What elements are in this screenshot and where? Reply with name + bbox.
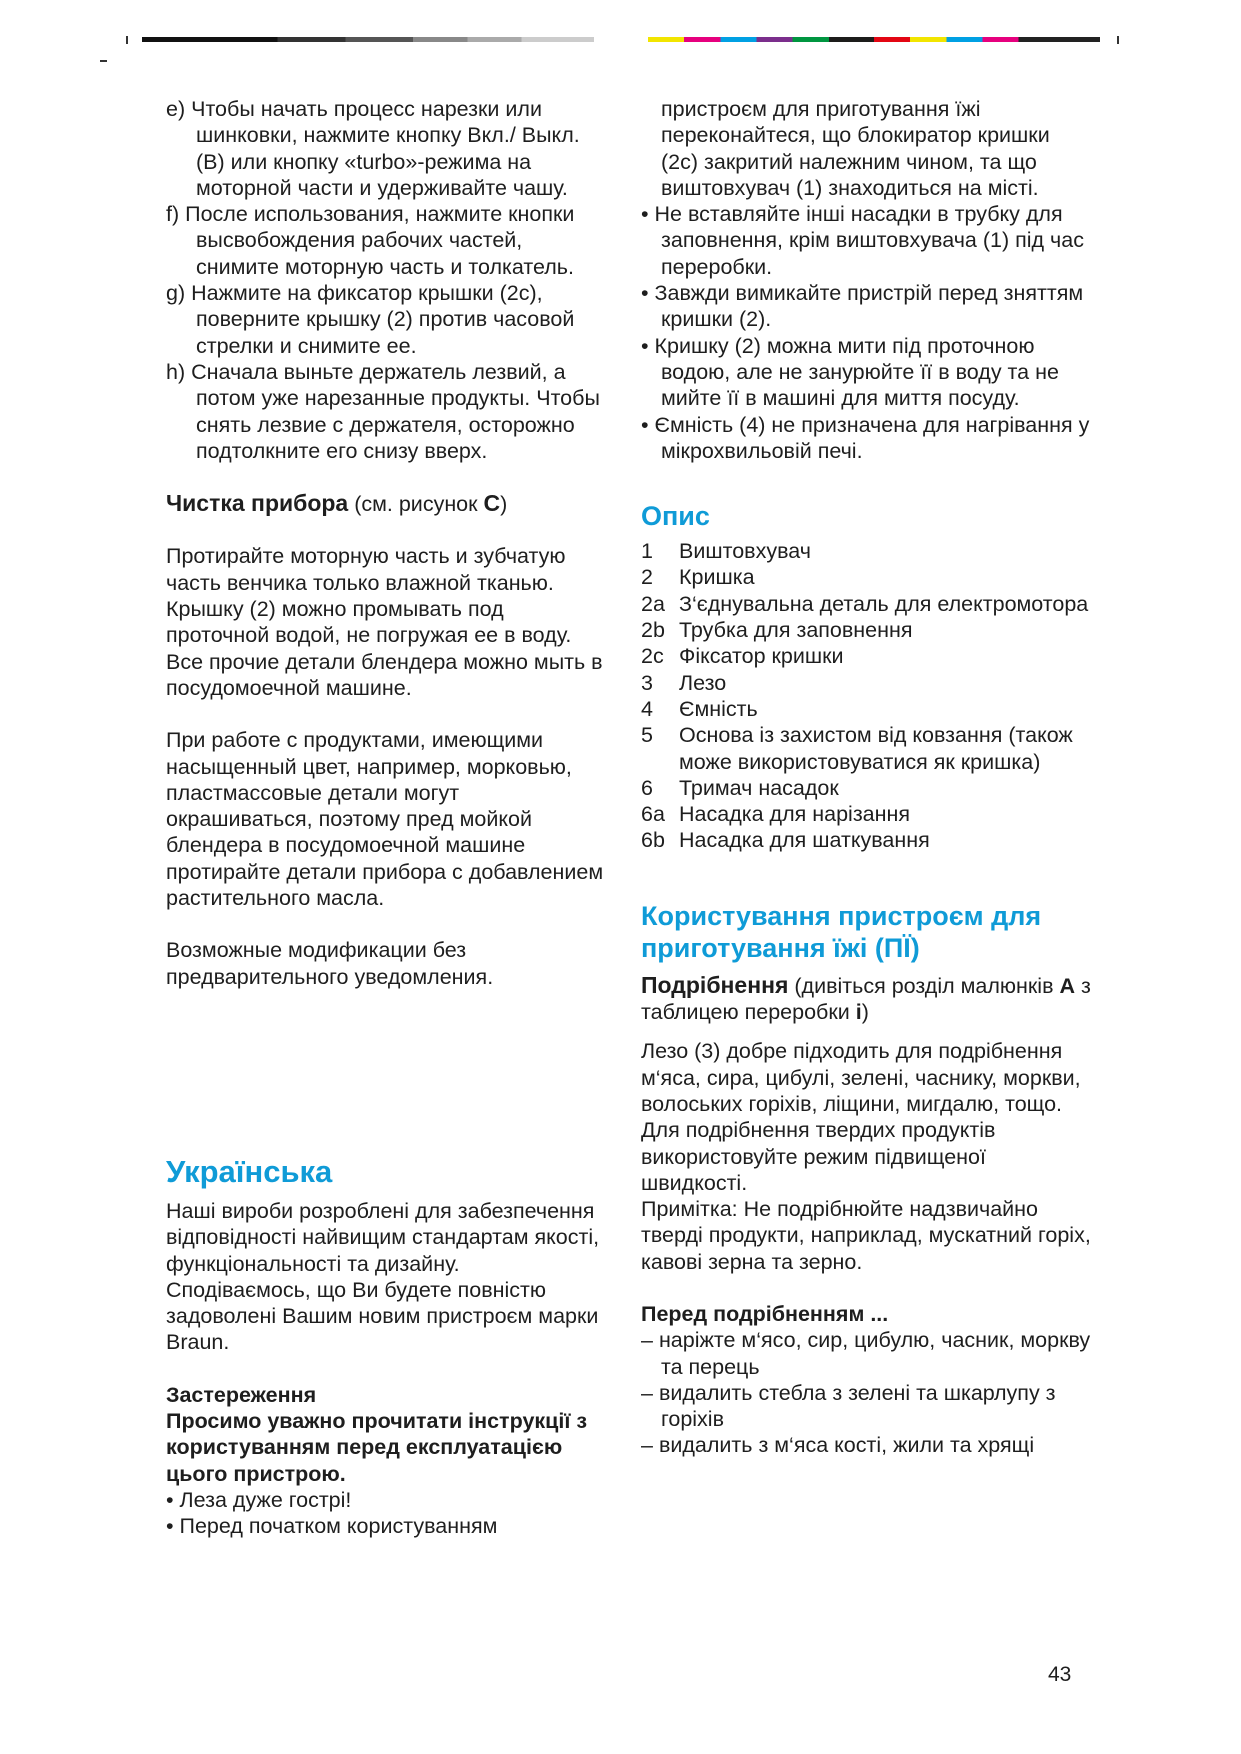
warning-bullet-5: • Кришку (2) можна мити під проточною водою, але не занурюйте її в воду та не мийте її в машині для миття посуду.: [641, 333, 1059, 411]
before-chopping-heading: Перед подрібненням ...: [641, 1301, 889, 1326]
list-item: 6a Насадка для нарізання: [641, 802, 911, 827]
step-h: h) Сначала выньте держатель лезвий, а потом уже нарезанные продукты. Чтобы снять лезвие с держателя, осторожно подтолкните его снизу вверх.: [166, 359, 600, 463]
margin-mark: [100, 60, 107, 62]
list-item: 5 Основа із захистом від ковзання (також може використовуватися як кришка): [641, 723, 1073, 774]
cleaning-heading: Чистка прибора (см. рисунок C): [166, 490, 508, 517]
crop-mark-left: [126, 36, 128, 44]
warning-bullet-2: • Перед початком користуванням: [166, 1514, 498, 1539]
cleaning-para-2: При работе с продуктами, имеющими насыщенный цвет, например, морковью, пластмассовые детали могут окрашиваться, поэтому пред мойкой блендера в посудомоечной машине протирайте детали прибора с добавлением растительного масла.: [166, 728, 604, 911]
description-list: [641, 538, 1091, 854]
list-item: 2c Фіксатор кришки: [641, 644, 844, 669]
step-g: g) Нажмите на фиксатор крышки (2c), поверните крышку (2) против часовой стрелки и снимите ее.: [166, 281, 575, 358]
ukrainian-intro: Наші вироби розроблені для забезпечення відповідності найвищим стандартам якості, функціональності та дизайну. Сподіваємось, що Ви будете повністю задоволені Вашим новим пристроєм марки Braun.: [166, 1198, 600, 1355]
list-item: 6 Тримач насадок: [641, 775, 839, 800]
list-item: 2a З‘єднувальна деталь для електромотора: [641, 591, 1089, 616]
page-number: 43: [1048, 1663, 1072, 1686]
list-item: 2b Трубка для заповнення: [641, 618, 913, 643]
warning-bullet-4: • Завжди вимикайте пристрій перед зняттям кришки (2).: [641, 281, 1084, 332]
before-item-2: – видалить стебла з зелені та шкарлупу з горіхів: [641, 1380, 1056, 1432]
cleaning-para-1b: Все прочие детали блендера можно мыть в посудомоечной машине.: [166, 649, 603, 700]
print-color-bar-left: [142, 37, 594, 42]
before-item-3: – видалить з м‘яса кості, жили та хрящі: [641, 1433, 1035, 1458]
warning-bullet-3: • Не вставляйте інші насадки в трубку для заповнення, крім виштовхувача (1) під час переробки.: [641, 202, 1084, 279]
before-item-1: – наріжте м‘ясо, сир, цибулю, часник, моркву та перець: [641, 1328, 1091, 1379]
cleaning-para-3: Возможные модификации без предварительного уведомления.: [166, 938, 494, 989]
step-e: e) Чтобы начать процесс нарезки или шинковки, нажмите кнопку Вкл./ Выкл. (B) или кнопку «turbo»-режима на моторной части и удерживайте чашу.: [166, 97, 580, 200]
ukrainian-title: Українська: [166, 1153, 333, 1189]
print-color-bar-right: [648, 37, 1100, 42]
step-f: f) После использования, нажмите кнопки высвобождения рабочих частей, снимите моторную часть и толкатель.: [166, 202, 575, 279]
warning-text: Просимо уважно прочитати інструкції з користуванням перед експлуатацією цього пристрою.: [166, 1408, 588, 1486]
usage-subheading: Подрібнення (дивіться розділ малюнків A з таблицею переробки i): [641, 971, 1091, 1025]
description-title: Опис: [641, 501, 710, 532]
warning-bullet-6: • Ємність (4) не призначена для нагрівання у мікрохвильовій печі.: [641, 412, 1090, 463]
cleaning-para-1a: Протирайте моторную часть и зубчатую часть венчика только влажной тканью. Крышку (2) можно промывать под проточной водой, не погружая ее в воду.: [166, 544, 572, 648]
list-item: 1 Виштовхувач: [641, 539, 811, 564]
right-column: [641, 96, 1091, 1459]
list-item: 3 Лезо: [641, 670, 727, 695]
usage-note: Примітка: Не подрібнюйте надзвичайно тверді продукти, наприклад, мускатний горіх, кавові зерна та зерно.: [641, 1197, 1091, 1274]
warning-continued: пристроєм для приготування їжі переконайтеся, що блокиратор кришки (2c) закритий належним чином, та що виштовхувач (1) знаходиться на місті.: [661, 97, 1050, 200]
warning-bullet-1: • Леза дуже гострі!: [166, 1487, 352, 1512]
warning-heading: Застереження: [166, 1382, 317, 1407]
crop-mark-right: [1117, 36, 1119, 44]
usage-paragraph: Лезо (3) добре підходить для подрібнення м‘яса, сира, цибулі, зелені, часнику, моркви, волоських горіхів, ліщини, мигдалю, тощо. Для подрібнення твердих продуктів використовуйте режим підвищеної швидкості.: [641, 1039, 1081, 1195]
usage-title: Користування пристроєм для приготування їжі (ПЇ): [641, 900, 1042, 963]
list-item: 6b Насадка для шаткування: [641, 828, 930, 853]
left-column: [166, 96, 606, 1539]
list-item: 4 Ємність: [641, 696, 758, 721]
list-item: 2 Кришка: [641, 565, 755, 590]
